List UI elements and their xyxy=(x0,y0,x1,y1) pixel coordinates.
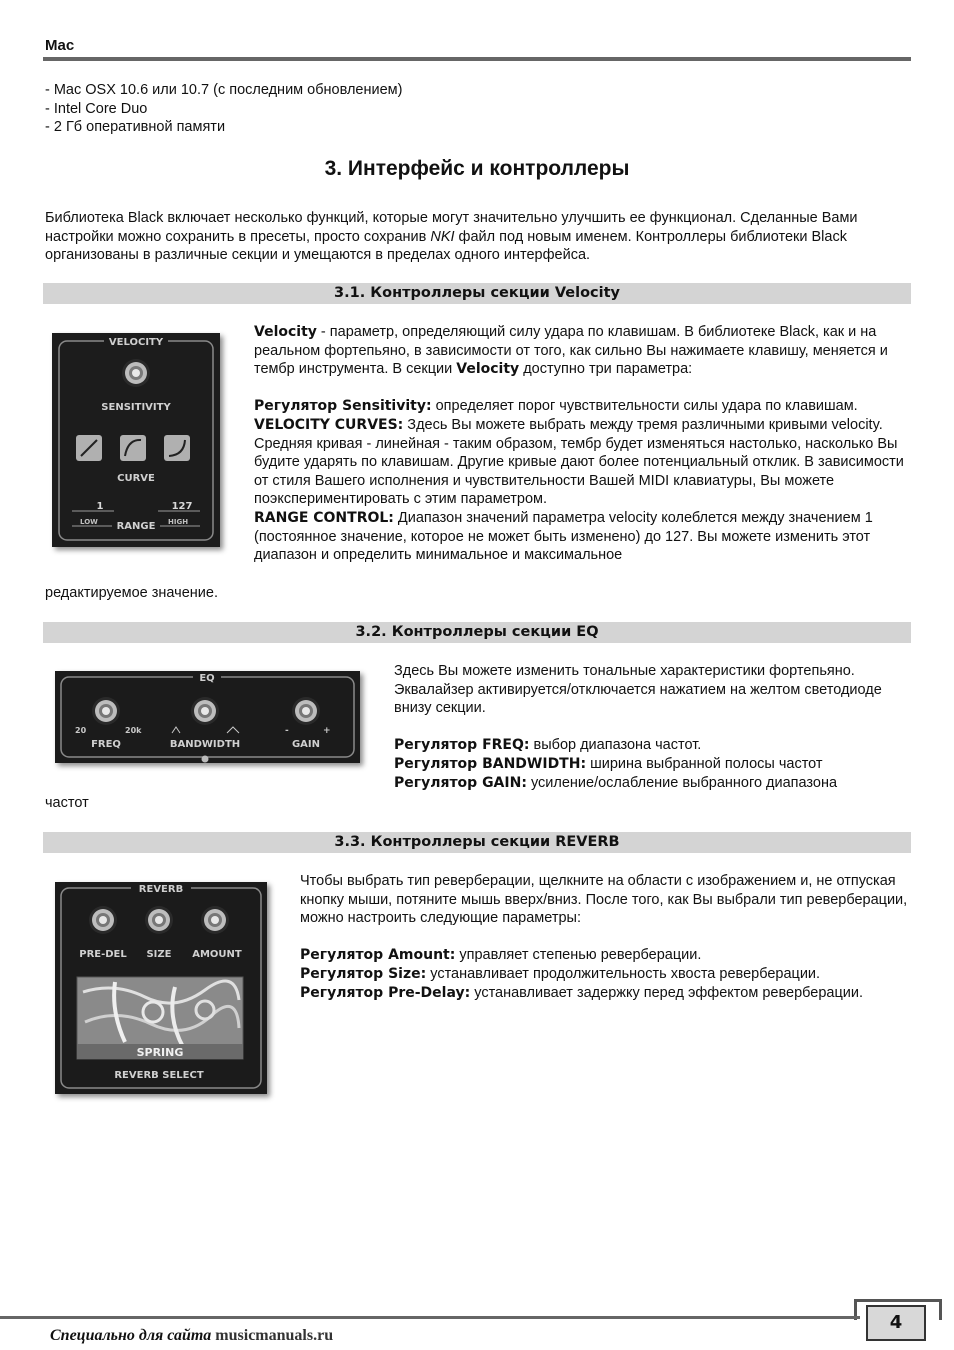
section-velocity-header: 3.1. Контроллеры секции Velocity xyxy=(43,283,911,304)
page-number: 4 xyxy=(866,1305,926,1341)
reverb-select-label: REVERB SELECT xyxy=(114,1070,204,1081)
reverb-type-label: SPRING xyxy=(136,1046,184,1059)
requirement-item: - 2 Гб оперативной памяти xyxy=(45,119,226,135)
footer-site-link[interactable]: musicmanuals.ru xyxy=(215,1327,334,1344)
amount-description: Регулятор Amount: управляет степенью реверберации. xyxy=(300,947,702,964)
reverb-description xyxy=(300,872,914,1002)
range-high-value: 127 xyxy=(171,501,193,512)
range-description-tail: редактируемое значение. xyxy=(45,585,218,601)
range-high-label: HIGH xyxy=(168,518,189,526)
bandwidth-label: BANDWIDTH xyxy=(169,739,241,750)
gain-label: GAIN xyxy=(291,739,321,750)
velocity-panel-image xyxy=(52,333,220,547)
velocity-panel-title: VELOCITY xyxy=(108,337,164,348)
range-description: RANGE CONTROL: Диапазон значений параметра velocity колеблется между значением 1 (постоянное значение, которое не может быть изменено) до 127. Вы можете изменить этот диапазон и определить минимальное и максимальное xyxy=(254,509,873,564)
requirement-item: - Mac OSX 10.6 или 10.7 (с последним обновлением) xyxy=(45,82,403,98)
section-reverb-header: 3.3. Контроллеры секции REVERB xyxy=(43,832,911,853)
gain-minus-label: - xyxy=(285,726,289,736)
requirements-list xyxy=(45,81,402,137)
eq-intro: Здесь Вы можете изменить тональные характеристики фортепьяно. Эквалайзер активируется/отключается нажатием на желтом светодиоде внизу секции. xyxy=(394,663,882,717)
bandwidth-description: Регулятор BANDWIDTH: ширина выбранной полосы частот xyxy=(394,755,823,772)
gain-plus-label: + xyxy=(323,726,331,736)
sensitivity-label: SENSITIVITY xyxy=(101,402,171,413)
mac-heading: Mac xyxy=(45,37,75,54)
range-label: RANGE xyxy=(116,521,156,532)
eq-description xyxy=(394,662,914,792)
curves-description: VELOCITY CURVES: Здесь Вы можете выбрать между тремя различными кривыми velocity. Средняя кривая - линейная - таким образом, тембр будет изменяться настолько, насколько Вы будите ударять по клавишам. Другие кривые дают более потенциальный отклик. В зависимости от стиля Вашего исполнения и чувствительности Вашей MIDI клавиатуры, Вы можете поэкспериментировать с этим параметром. xyxy=(254,416,904,508)
intro-paragraph: Библиотека Black включает несколько функций, которые могут значительно улучшить ее функционал. Сделанные Вами настройки можно сохранить в пресеты, просто сохранив NKI файл под новым именем. Контроллеры библиотеки Black организованы в различные секции и умещаются в пределах одного интерфейса. xyxy=(45,210,858,263)
freq-min-label: 20 xyxy=(75,726,87,735)
predel-label: PRE-DEL xyxy=(79,949,127,960)
sensitivity-description: Регулятор Sensitivity: определяет порог чувствительности силы удара по клавишам. xyxy=(254,398,858,415)
reverb-intro: Чтобы выбрать тип реверберации, щелкните на области с изображением и, не отпуская кнопку мыши, потяните мышь вверх/вниз. После того, как Вы выбрали тип реверберации, можно настроить следующие параметры: xyxy=(300,873,908,927)
chapter-heading: 3. Интерфейс и контроллеры xyxy=(324,157,630,180)
freq-max-label: 20k xyxy=(125,726,142,735)
range-low-value: 1 xyxy=(96,501,104,512)
predelay-description: Регулятор Pre-Delay: устанавливает задержку перед эффектом реверберации. xyxy=(300,984,864,1001)
freq-label: FREQ xyxy=(91,739,121,750)
requirement-item: - Intel Core Duo xyxy=(45,100,148,117)
velocity-description xyxy=(254,323,914,565)
size-label: SIZE xyxy=(146,949,172,960)
footer-credit: Специально для сайта musicmanuals.ru xyxy=(50,1327,334,1344)
gain-description: Регулятор GAIN: усиление/ослабление выбранного диапазона xyxy=(394,774,838,791)
gain-description-tail: частот xyxy=(45,795,89,811)
amount-label: AMOUNT xyxy=(192,949,242,960)
top-divider xyxy=(43,57,911,61)
range-low-label: LOW xyxy=(80,518,98,526)
curve-label: CURVE xyxy=(117,473,155,484)
velocity-intro: Velocity - параметр, определяющий силу удара по клавишам. В библиотеке Black, как и на реальном фортепьяно, в зависимости от того, как сильно Вы нажимаете клавишу, меняется и тембр инструмента. В секции Velocity доступно три параметра: xyxy=(254,324,888,378)
eq-panel-title: EQ xyxy=(199,673,215,684)
size-description: Регулятор Size: устанавливает продолжительность хвоста реверберации. xyxy=(300,965,821,982)
freq-description: Регулятор FREQ: выбор диапазона частот. xyxy=(394,737,702,754)
section-eq-header: 3.2. Контроллеры секции EQ xyxy=(43,622,911,643)
footer-divider xyxy=(0,1316,860,1319)
reverb-panel-title: REVERB xyxy=(138,884,184,895)
eq-panel-image xyxy=(55,671,360,763)
reverb-panel-image xyxy=(55,882,267,1094)
